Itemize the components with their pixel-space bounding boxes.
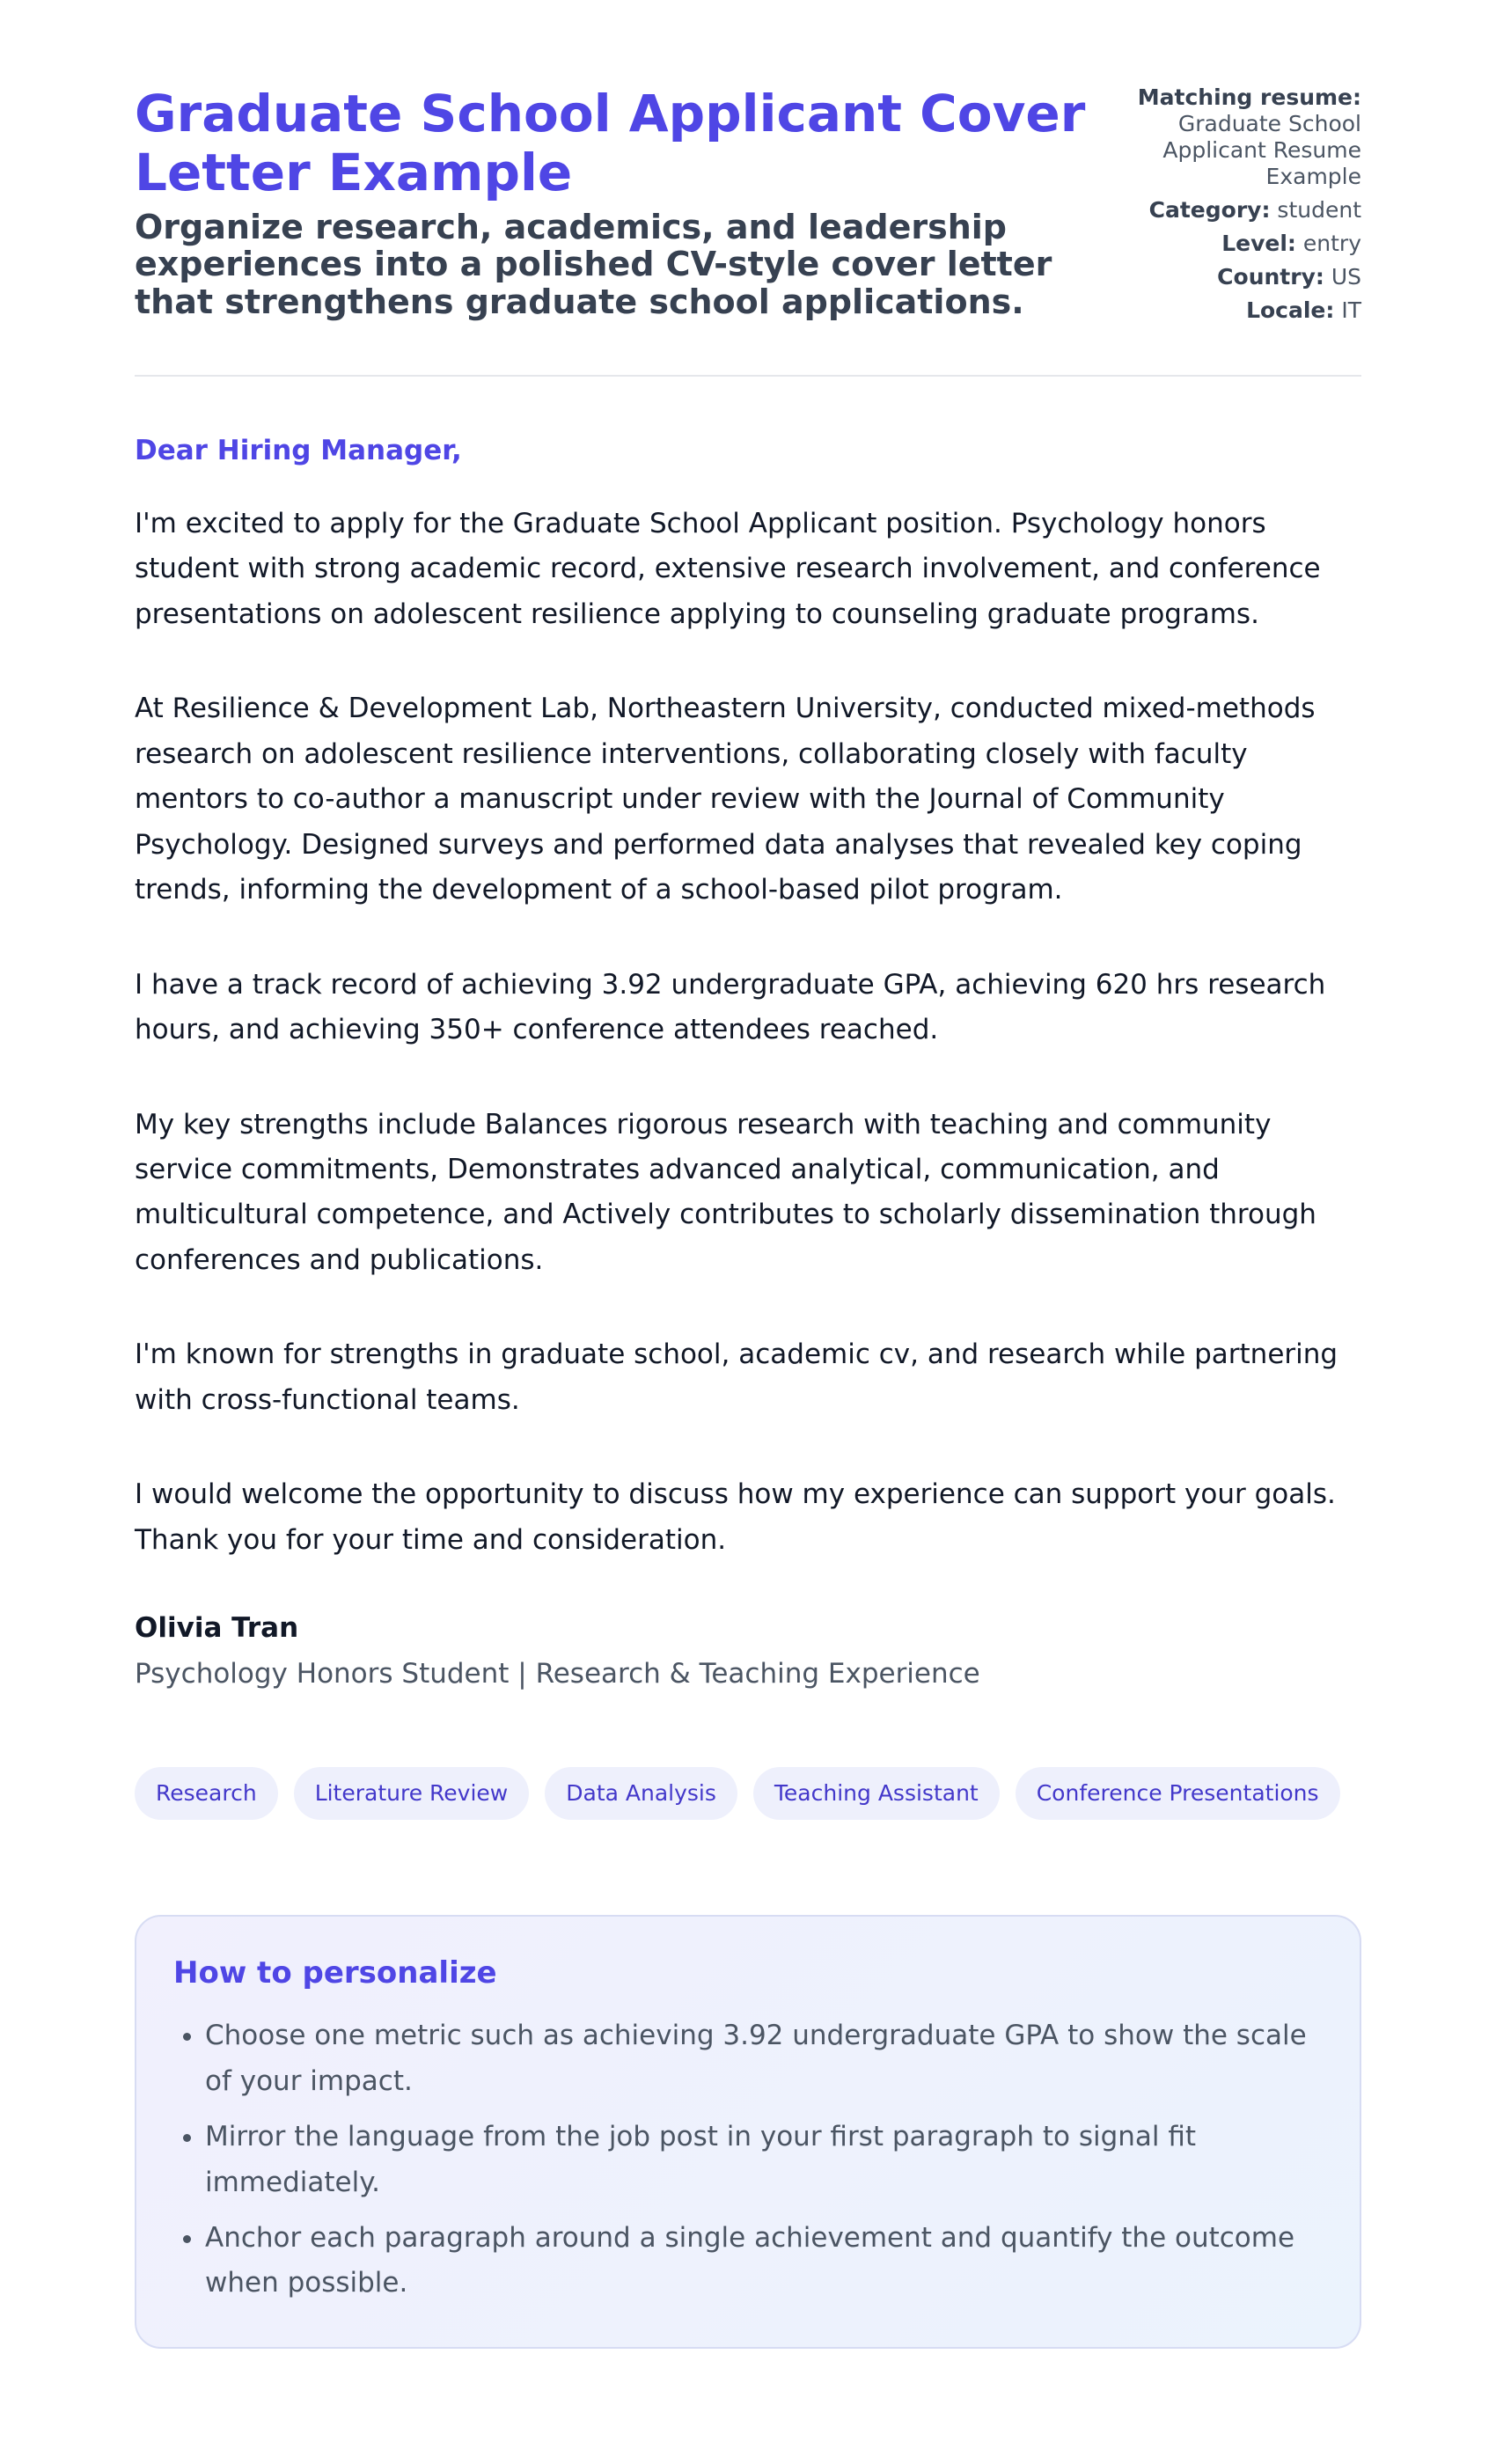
meta-level-label: Level: xyxy=(1221,231,1296,256)
letter-paragraph: My key strengths include Balances rigorous research with teaching and community service commitments, Demonstrates advanced analytical, communication, and multicultural competence, and Actively contributes to scholarly dissemination through conferences and publications. xyxy=(135,1108,1316,1276)
meta-category-label: Category: xyxy=(1148,197,1271,223)
tips-title: How to personalize xyxy=(173,1955,497,1991)
skill-tag: Literature Review xyxy=(294,1767,530,1820)
letter-paragraph: I have a track record of achieving 3.92 undergraduate GPA, achieving 620 hrs research hours, and achieving 350+ conference attendees reached. xyxy=(135,968,1326,1046)
letter-greeting: Dear Hiring Manager, xyxy=(135,435,462,466)
meta-level xyxy=(1097,231,1361,257)
meta-country xyxy=(1097,264,1361,290)
page-subtitle: Organize research, academics, and leadership experiences into a polished CV-style cover letter that strengthens graduate school applications. xyxy=(135,207,1052,321)
signature-title: Psychology Honors Student | Research & Teaching Experience xyxy=(135,1658,980,1690)
skill-tags xyxy=(135,1767,1361,1820)
meta-level-value: entry xyxy=(1302,231,1361,256)
signature-name: Olivia Tran xyxy=(135,1612,299,1645)
meta-country-label: Country: xyxy=(1217,264,1324,290)
meta-matching-resume xyxy=(1097,84,1361,190)
tips-list-item: • Mirror the language from the job post in your first paragraph to signal fit immediately. xyxy=(205,2115,1323,2205)
page-title: Graduate School Applicant Cover Letter Example xyxy=(135,84,1086,203)
letter-paragraph: I'm excited to apply for the Graduate School Applicant position. Psychology honors student with strong academic record, extensive research involvement, and conference presentations on adolescent resilience applying to counseling graduate programs. xyxy=(135,508,1321,630)
personalize-tips-box xyxy=(135,1915,1361,2349)
letter-paragraph: I'm known for strengths in graduate school, academic cv, and research while partnering with cross-functional teams. xyxy=(135,1338,1338,1416)
header-titles xyxy=(135,84,1094,320)
letter-paragraph: At Resilience & Development Lab, Northeastern University, conducted mixed-methods research on adolescent resilience interventions, collaborating closely with faculty mentors to co-author a manuscript under review with the Journal of Community Psychology. Designed surveys and performed data analyses that revealed key coping trends, informing the development of a school-based pilot program. xyxy=(135,693,1316,906)
meta-matching-resume-label: Matching resume: xyxy=(1137,84,1361,110)
skill-tag: Research xyxy=(135,1767,278,1820)
tips-list-item: • Choose one metric such as achieving 3.92 undergraduate GPA to show the scale of your impact. xyxy=(205,2013,1323,2104)
letter-paragraph: I would welcome the opportunity to discuss how my experience can support your goals. Thank you for your time and consideration. xyxy=(135,1478,1336,1556)
skill-tag: Teaching Assistant xyxy=(753,1767,1000,1820)
meta-panel xyxy=(1097,84,1361,331)
meta-locale-value: IT xyxy=(1341,297,1361,323)
meta-category xyxy=(1097,197,1361,224)
meta-matching-resume-value: Graduate School Applicant Resume Example xyxy=(1162,111,1361,189)
skill-tag: Conference Presentations xyxy=(1016,1767,1340,1820)
meta-locale-label: Locale: xyxy=(1246,297,1335,323)
letter-body xyxy=(135,502,1361,1563)
meta-country-value: US xyxy=(1331,264,1361,290)
tips-list xyxy=(173,2013,1323,2306)
meta-locale xyxy=(1097,297,1361,324)
skill-tag: Data Analysis xyxy=(545,1767,737,1820)
signature-block xyxy=(135,1612,1361,1690)
tips-list-item: • Anchor each paragraph around a single achievement and quantify the outcome when possible. xyxy=(205,2216,1323,2306)
meta-category-value: student xyxy=(1277,197,1361,223)
page-header xyxy=(135,84,1361,377)
